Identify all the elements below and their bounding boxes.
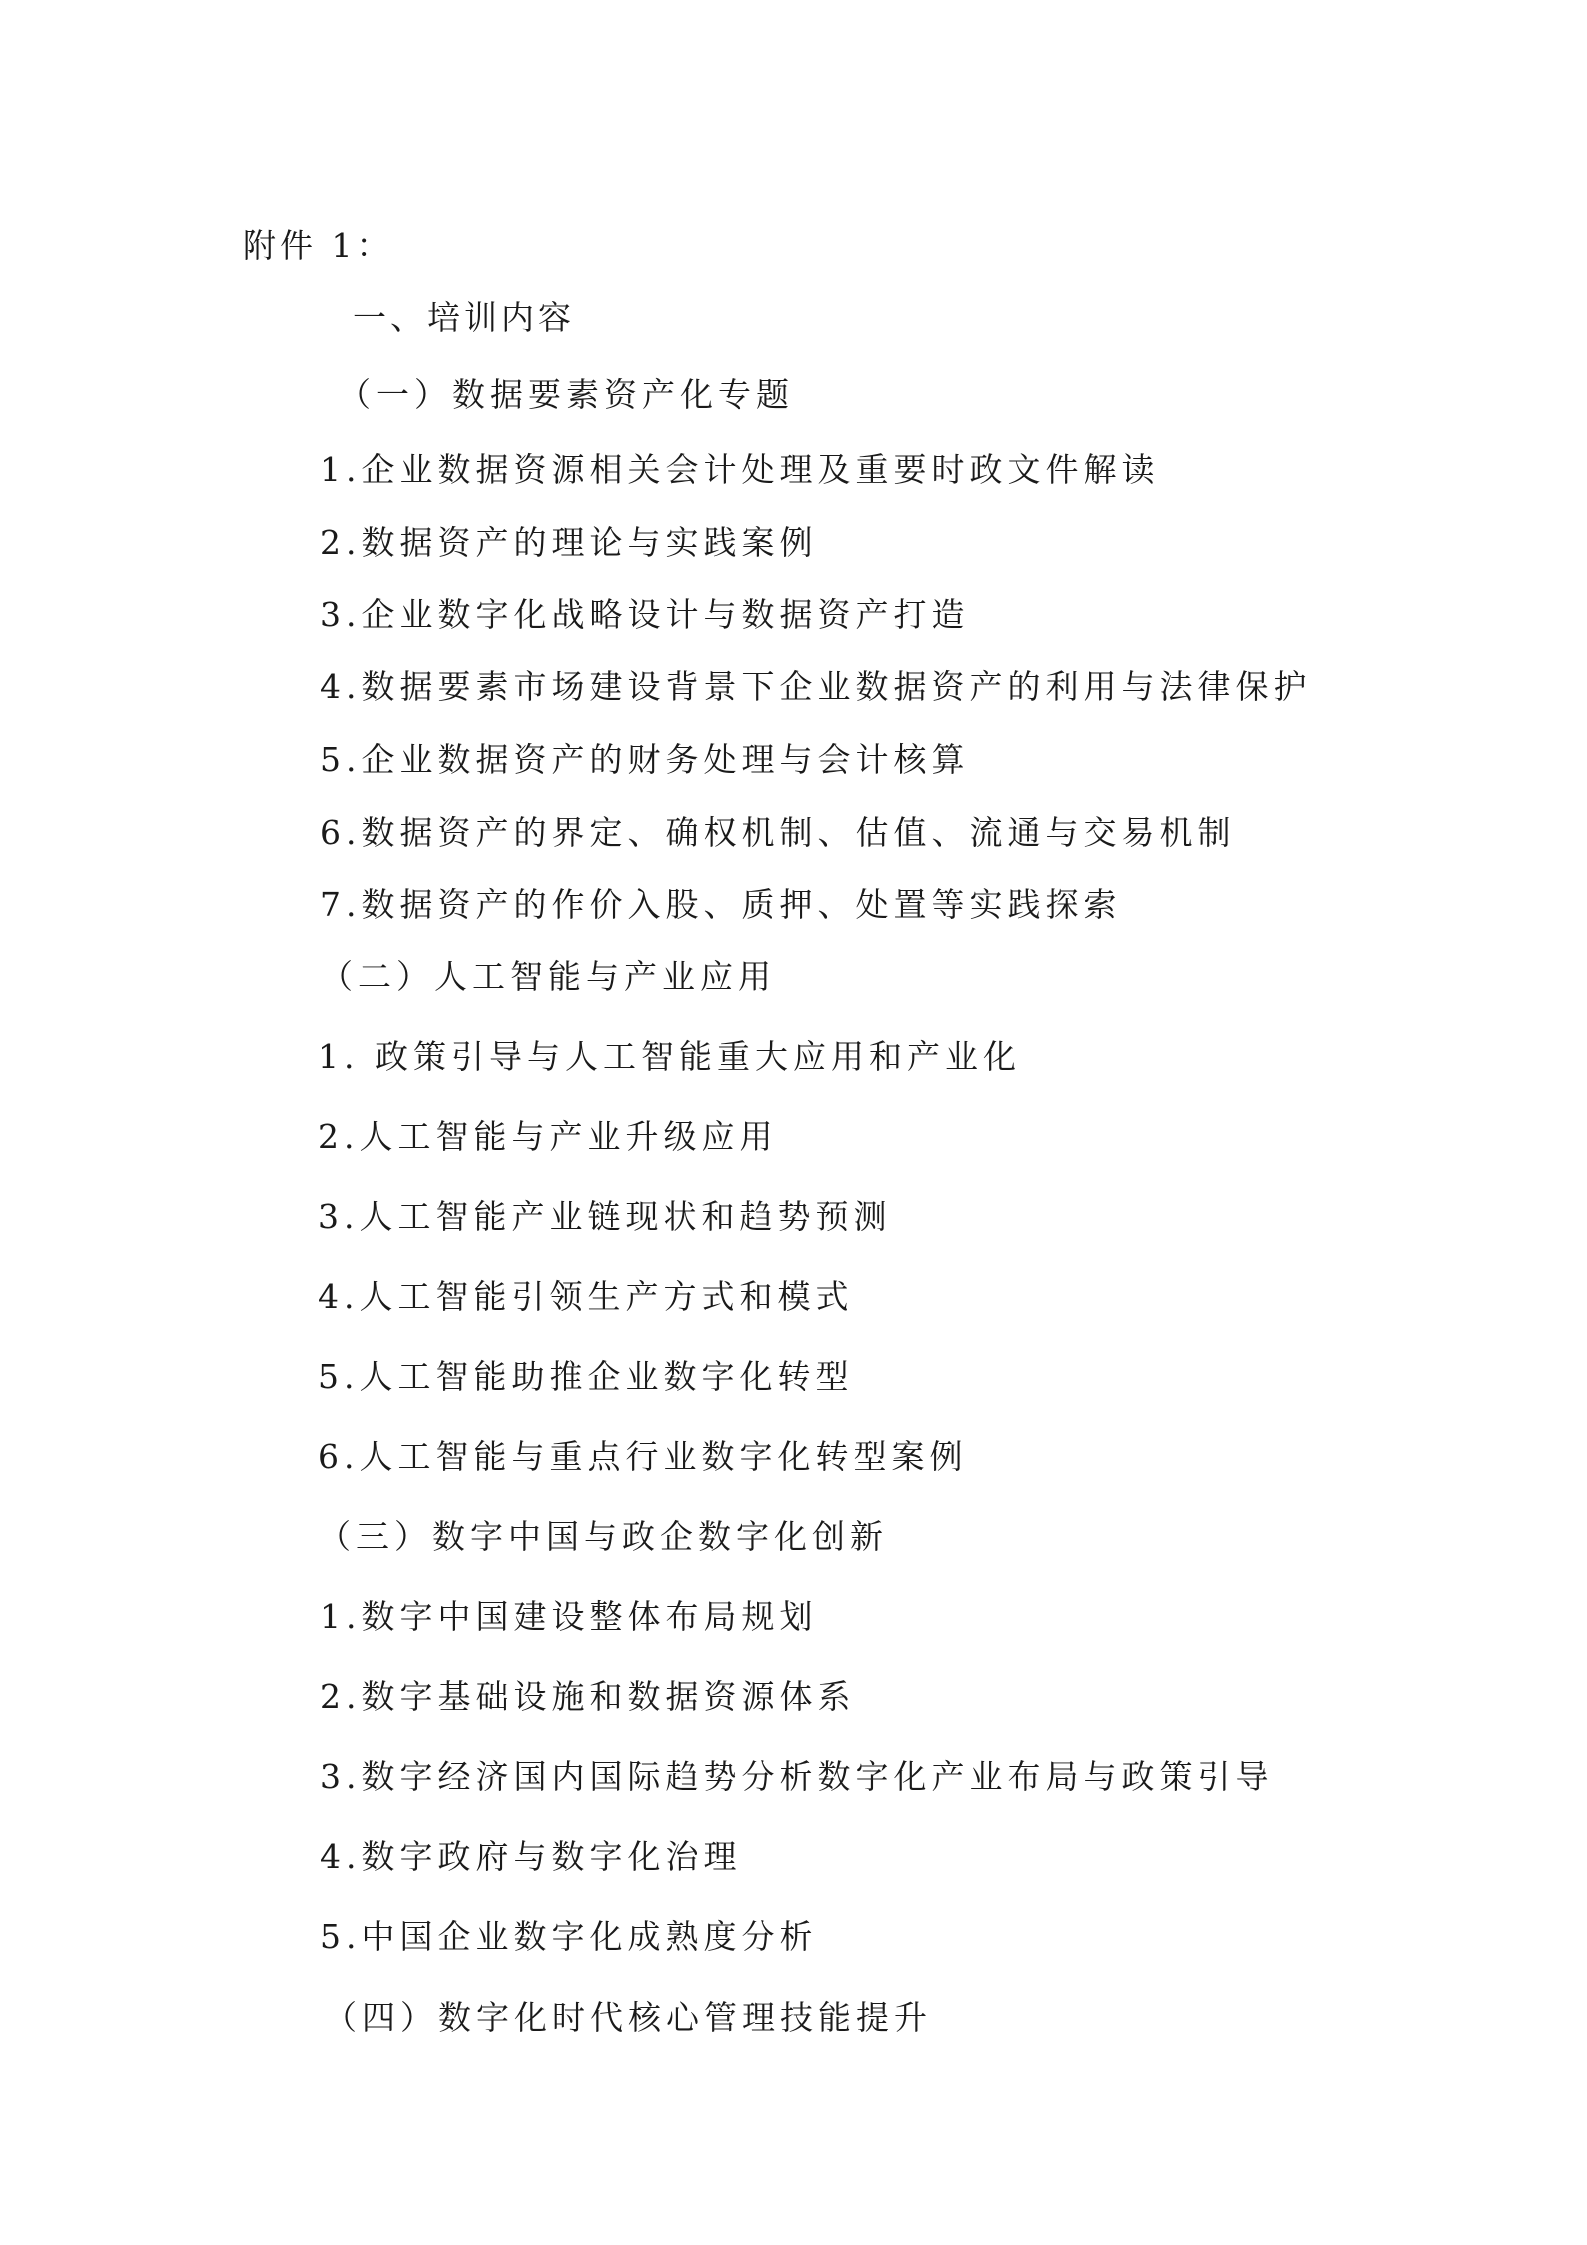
list-item: 4.数据要素市场建设背景下企业数据资产的利用与法律保护 xyxy=(320,667,1312,706)
list-item: 3.数字经济国内国际趋势分析数字化产业布局与政策引导 xyxy=(320,1757,1274,1796)
list-item: 3.企业数字化战略设计与数据资产打造 xyxy=(320,595,970,634)
list-item: 6.人工智能与重点行业数字化转型案例 xyxy=(318,1437,968,1476)
list-item: 4.数字政府与数字化治理 xyxy=(320,1837,742,1876)
section-title-1: （一）数据要素资产化专题 xyxy=(338,375,794,414)
list-item: 1. 政策引导与人工智能重大应用和产业化 xyxy=(318,1037,1021,1076)
list-item: 5.企业数据资产的财务处理与会计核算 xyxy=(320,740,970,779)
list-item: 5.中国企业数字化成熟度分析 xyxy=(320,1917,818,1956)
section-title-4: （四）数字化时代核心管理技能提升 xyxy=(324,1998,932,2037)
list-item: 6.数据资产的界定、确权机制、估值、流通与交易机制 xyxy=(320,813,1236,852)
section-title-2: （二）人工智能与产业应用 xyxy=(320,957,776,996)
section-title-3: （三）数字中国与政企数字化创新 xyxy=(318,1517,888,1556)
list-item: 4.人工智能引领生产方式和模式 xyxy=(318,1277,854,1316)
list-item: 1.数字中国建设整体布局规划 xyxy=(320,1597,818,1636)
list-item: 7.数据资产的作价入股、质押、处置等实践探索 xyxy=(320,885,1122,924)
main-heading: 一、培训内容 xyxy=(353,298,575,337)
list-item: 2.人工智能与产业升级应用 xyxy=(318,1117,778,1156)
list-item: 5.人工智能助推企业数字化转型 xyxy=(318,1357,854,1396)
list-item: 2.数字基础设施和数据资源体系 xyxy=(320,1677,856,1716)
list-item: 1.企业数据资源相关会计处理及重要时政文件解读 xyxy=(320,450,1160,489)
list-item: 3.人工智能产业链现状和趋势预测 xyxy=(318,1197,892,1236)
attachment-label: 附件 1： xyxy=(243,226,394,265)
list-item: 2.数据资产的理论与实践案例 xyxy=(320,523,818,562)
